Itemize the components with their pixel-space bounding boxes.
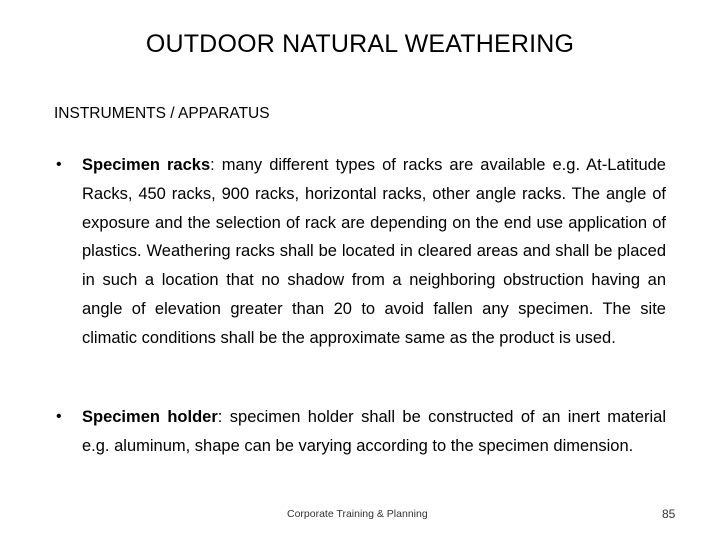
page-number: 85 [662, 507, 676, 521]
bullet-term: Specimen racks [82, 156, 211, 174]
slide-title: OUTDOOR NATURAL WEATHERING [145, 30, 575, 58]
bullet-icon: • [56, 156, 62, 173]
bullet-item-specimen-holder [56, 403, 666, 461]
footer-text: Corporate Training & Planning [287, 508, 428, 520]
section-heading: INSTRUMENTS / APPARATUS [54, 105, 270, 122]
bullet-icon: • [56, 408, 62, 425]
bullet-item-specimen-racks [56, 151, 666, 353]
bullet-text: : many different types of racks are available e.g. At-Latitude Racks, 450 racks, 900 racks, horizontal racks, other angle racks. The angle of exposure and the selection of rack are depending on the end use application of plastics. Weathering racks shall be located in cleared areas and shall be placed in such a location that no shadow from a neighboring obstruction having an angle of elevation greater than 20 to avoid fallen any specimen. The site climatic conditions shall be the approximate same as the product is used. [82, 156, 666, 347]
bullet-term: Specimen holder [82, 408, 218, 426]
bullet-text: : specimen holder shall be constructed of an inert material e.g. aluminum, shape can be varying according to the specimen dimension. [82, 408, 666, 455]
